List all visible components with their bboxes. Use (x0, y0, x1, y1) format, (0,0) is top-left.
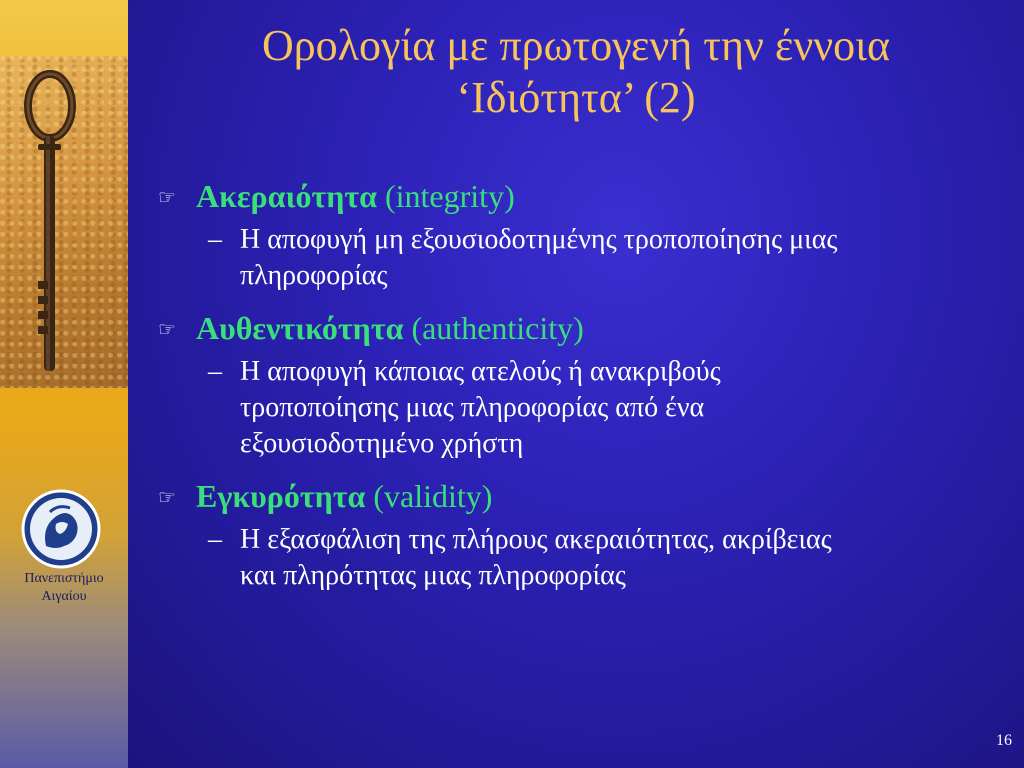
pointing-hand-icon: ☞ (158, 319, 176, 341)
sub-item-line: Η αποφυγή μη εξουσιοδοτημένης τροποποίησης μιας (240, 224, 838, 255)
pointing-hand-icon: ☞ (158, 487, 176, 509)
bullet-term: Ακεραιότητα (196, 178, 377, 214)
key-icon (0, 56, 128, 388)
slide-main (128, 0, 1024, 768)
sub-item-line: εξουσιοδοτημένο χρήστη (240, 428, 524, 459)
sub-item-line: Η εξασφάλιση της πλήρους ακεραιότητας, ακρίβειας (240, 524, 832, 555)
sub-item-line: Η αποφυγή κάποιας ατελούς ή ανακριβούς (240, 356, 721, 387)
sub-item: – Η εξασφάλιση της πλήρους ακεραιότητας, ακρίβειας και πληρότητας μιας πληροφορίας (158, 522, 1008, 594)
slide-title-line1: Ορολογία με πρωτογενή την έννοια (261, 21, 891, 70)
bullet-item (158, 176, 1008, 216)
bullet-term: Εγκυρότητα (196, 478, 366, 514)
slide-title (128, 20, 1024, 124)
bullet-english: (authenticity) (411, 310, 584, 346)
university-name-line2: Αιγαίου (41, 589, 87, 604)
sub-item-line: πληροφορίας (240, 260, 388, 291)
page-number: 16 (996, 732, 1012, 749)
pointing-hand-icon: ☞ (158, 187, 176, 209)
bullet-term: Αυθεντικότητα (196, 310, 404, 346)
bullet-list (158, 176, 1008, 608)
bullet-item (158, 308, 1008, 348)
sub-item: – Η αποφυγή κάποιας ατελούς ή ανακριβούς τροποποίησης μιας πληροφορίας από ένα εξουσιοδοτημένο χρήστη (158, 354, 1008, 462)
sidebar (0, 0, 128, 768)
university-name-line1: Πανεπιστήμιο (24, 571, 104, 586)
key-image (0, 56, 128, 388)
sub-item-line: τροποποίησης μιας πληροφορίας από ένα (240, 392, 705, 423)
bullet-english: (integrity) (384, 178, 515, 214)
bullet-item (158, 476, 1008, 516)
bullet-english: (validity) (373, 478, 493, 514)
university-name (0, 570, 128, 606)
sub-item: – Η αποφυγή μη εξουσιοδοτημένης τροποποίησης μιας πληροφορίας (158, 222, 1008, 294)
slide-title-line2: ‘Ιδιότητα’ (2) (456, 73, 696, 122)
sub-item-line: και πληρότητας μιας πληροφορίας (240, 560, 626, 591)
university-logo (20, 488, 102, 570)
